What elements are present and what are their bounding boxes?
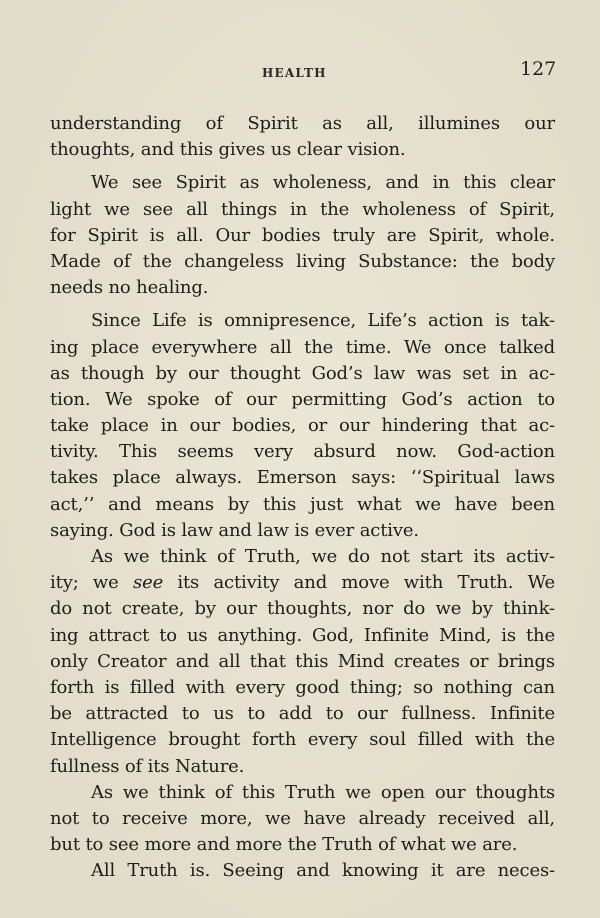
text-line: takes place always. Emerson says: ‘‘Spiritual laws	[50, 467, 555, 489]
text-line: We see Spirit as wholeness, and in this clear	[91, 172, 555, 194]
text-line: As we think of this Truth we open our thoughts	[91, 781, 555, 803]
text-line: ing place everywhere all the time. We once talked	[50, 336, 555, 358]
page-header	[0, 58, 600, 88]
paragraph	[50, 308, 555, 544]
text-line: Made of the changeless living Substance: the body	[50, 250, 555, 272]
running-head: HEALTH	[262, 66, 327, 80]
text-line: Intelligence brought forth every soul filled with the	[50, 729, 555, 751]
paragraph	[50, 111, 555, 163]
text-line: be attracted to us to add to our fullness. Infinite	[50, 703, 555, 725]
emphasis-text: see	[132, 572, 164, 594]
page-number: 127	[520, 58, 557, 80]
text-line: take place in our bodies, or our hindering that ac-	[50, 415, 555, 437]
text-line: Since Life is omnipresence, Life’s action is tak-	[91, 310, 555, 332]
text-line: ing attract to us anything. God, Infinite Mind, is the	[50, 624, 555, 646]
text-line: understanding of Spirit as all, illumines our	[50, 113, 555, 134]
text-line: forth is filled with every good thing; so nothing can	[50, 676, 555, 698]
text-line: saying. God is law and law is ever active.	[50, 519, 419, 541]
text-line: thoughts, and this gives us clear vision.	[50, 139, 406, 161]
paragraph	[50, 544, 555, 780]
text-line: not to receive more, we have already received all,	[50, 807, 555, 829]
text-line: as though by our thought God’s law was set in ac-	[50, 362, 555, 384]
text-line: do not create, by our thoughts, nor do we by think-	[50, 598, 555, 620]
text-line: for Spirit is all. Our bodies truly are Spirit, whole.	[50, 224, 555, 246]
paragraph	[50, 858, 555, 884]
paragraph	[50, 780, 555, 859]
text-line: but to see more and more the Truth of what we are.	[50, 834, 518, 856]
text-line: ity; we see its activity and move with Truth. We	[50, 572, 555, 594]
text-line: fullness of its Nature.	[50, 755, 245, 777]
text-line: tivity. This seems very absurd now. God-action	[50, 441, 555, 463]
text-line: only Creator and all that this Mind creates or brings	[50, 650, 555, 672]
text-line: act,’’ and means by this just what we have been	[50, 493, 555, 515]
text-line: light we see all things in the wholeness of Spirit,	[50, 198, 555, 220]
body-text	[50, 111, 555, 884]
text-line: As we think of Truth, we do not start its activ-	[91, 546, 555, 567]
text-line: tion. We spoke of our permitting God’s action to	[50, 388, 555, 410]
text-line: needs no healing.	[50, 277, 209, 299]
text-line: All Truth is. Seeing and knowing it are neces-	[91, 860, 555, 882]
paragraph	[50, 170, 555, 301]
